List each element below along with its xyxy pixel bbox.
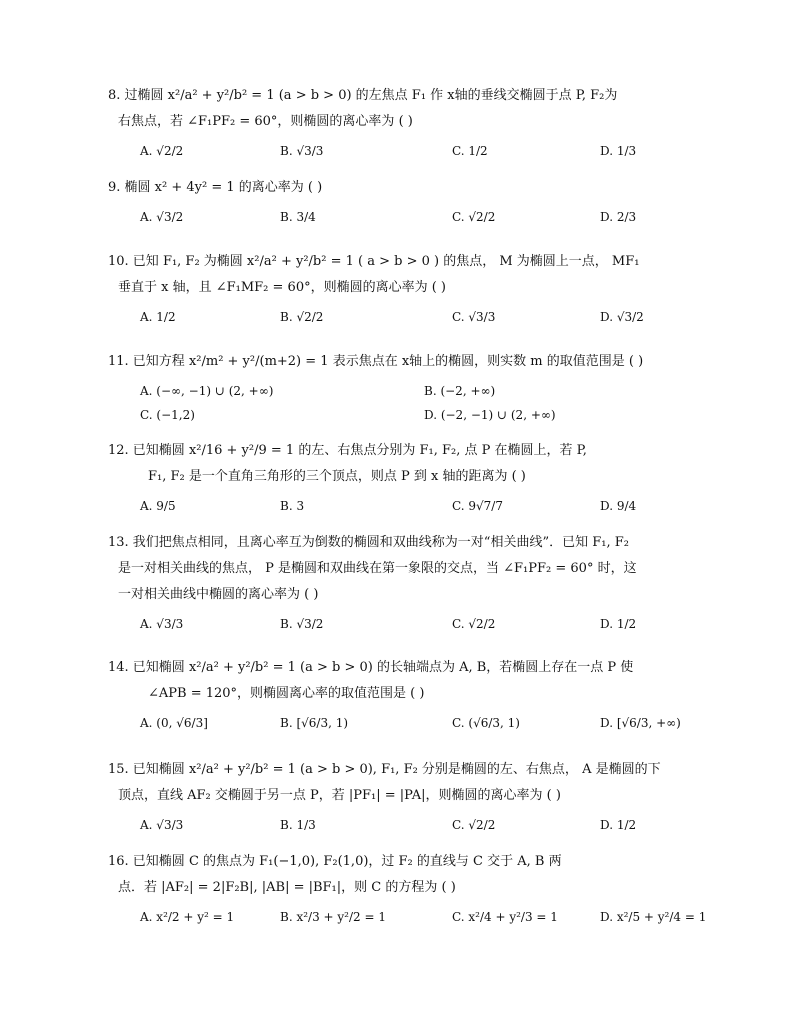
question-text-line: 15. 已知椭圆 x²/a² + y²/b² = 1 (a > b > 0), F₁, F₂ 分别是椭圆的左、右焦点， A 是椭圆的下 (108, 762, 661, 777)
question-text-line: 11. 已知方程 x²/m² + y²/(m+2) = 1 表示焦点在 x轴上的椭圆，则实数 m 的取值范围是 ( ) (108, 354, 644, 369)
answer-option-b[interactable]: B. √3/3 (280, 144, 324, 158)
answer-option-c[interactable]: C. 9√7/7 (452, 499, 503, 513)
answer-option-d[interactable]: D. 9/4 (600, 499, 637, 513)
question-text-line: 顶点，直线 AF₂ 交椭圆于另一点 P，若 |PF₁| = |PA|，则椭圆的离心率为 ( ) (118, 788, 561, 803)
answer-option-c[interactable]: C. x²/4 + y²/3 = 1 (452, 910, 558, 924)
question-text-line: 右焦点，若 ∠F₁PF₂ = 60°，则椭圆的离心率为 ( ) (118, 114, 413, 129)
answer-option-d[interactable]: D. 1/3 (600, 144, 637, 158)
answer-option-a[interactable]: A. √3/3 (140, 617, 184, 631)
answer-option-d[interactable]: D. 1/2 (600, 617, 637, 631)
answer-option-c[interactable]: C. 1/2 (452, 144, 488, 158)
question-text-line: 点．若 |AF₂| = 2|F₂B|, |AB| = |BF₁|，则 C 的方程为 ( ) (118, 880, 456, 895)
answer-option-a[interactable]: A. (0, √6/3] (140, 716, 208, 730)
answer-option-d[interactable]: D. x²/5 + y²/4 = 1 (600, 910, 707, 924)
answer-option-c[interactable]: C. √2/2 (452, 818, 496, 832)
question-text-line: ∠APB = 120°，则椭圆离心率的取值范围是 ( ) (148, 686, 425, 701)
answer-option-b[interactable]: B. [√6/3, 1) (280, 716, 349, 730)
answer-option-d[interactable]: D. √3/2 (600, 310, 644, 324)
question-text-line: F₁, F₂ 是一个直角三角形的三个顶点，则点 P 到 x 轴的距离为 ( ) (148, 469, 526, 484)
question-text-line: 16. 已知椭圆 C 的焦点为 F₁(−1,0), F₂(1,0)，过 F₂ 的直线与 C 交于 A, B 两 (108, 854, 562, 869)
answer-option-d[interactable]: D. (−2, −1) ∪ (2, +∞) (424, 408, 556, 422)
answer-option-a[interactable]: A. √3/3 (140, 818, 184, 832)
answer-option-c[interactable]: C. (√6/3, 1) (452, 716, 520, 730)
answer-option-b[interactable]: B. 3/4 (280, 210, 316, 224)
answer-option-b[interactable]: B. (−2, +∞) (424, 384, 496, 398)
answer-option-b[interactable]: B. x²/3 + y²/2 = 1 (280, 910, 386, 924)
question-text-line: 8. 过椭圆 x²/a² + y²/b² = 1 (a > b > 0) 的左焦点 F₁ 作 x轴的垂线交椭圆于点 P, F₂为 (108, 88, 618, 103)
answer-option-a[interactable]: A. √3/2 (140, 210, 184, 224)
answer-option-a[interactable]: A. 9/5 (140, 499, 176, 513)
answer-option-a[interactable]: A. 1/2 (140, 310, 176, 324)
question-text-line: 是一对相关曲线的焦点， P 是椭圆和双曲线在第一象限的交点，当 ∠F₁PF₂ = 60° 时，这 (118, 561, 637, 576)
answer-option-d[interactable]: D. [√6/3, +∞) (600, 716, 681, 730)
answer-option-c[interactable]: C. √2/2 (452, 617, 496, 631)
question-text-line: 垂直于 x 轴，且 ∠F₁MF₂ = 60°，则椭圆的离心率为 ( ) (118, 280, 447, 295)
answer-option-a[interactable]: A. √2/2 (140, 144, 184, 158)
answer-option-d[interactable]: D. 1/2 (600, 818, 637, 832)
question-text-line: 一对相关曲线中椭圆的离心率为 ( ) (118, 587, 319, 602)
answer-option-b[interactable]: B. √2/2 (280, 310, 324, 324)
question-text-line: 10. 已知 F₁, F₂ 为椭圆 x²/a² + y²/b² = 1 ( a > b > 0 ) 的焦点， M 为椭圆上一点， MF₁ (108, 254, 640, 269)
question-text-line: 13. 我们把焦点相同，且离心率互为倒数的椭圆和双曲线称为一对“相关曲线”．已知 F₁, F₂ (108, 535, 629, 550)
question-text-line: 12. 已知椭圆 x²/16 + y²/9 = 1 的左、右焦点分别为 F₁, F₂, 点 P 在椭圆上，若 P, (108, 443, 587, 458)
answer-option-b[interactable]: B. 3 (280, 499, 305, 513)
answer-option-c[interactable]: C. √3/3 (452, 310, 496, 324)
answer-option-b[interactable]: B. √3/2 (280, 617, 324, 631)
answer-option-a[interactable]: A. x²/2 + y² = 1 (140, 910, 235, 924)
answer-option-d[interactable]: D. 2/3 (600, 210, 637, 224)
answer-option-a[interactable]: A. (−∞, −1) ∪ (2, +∞) (140, 384, 274, 398)
question-text-line: 14. 已知椭圆 x²/a² + y²/b² = 1 (a > b > 0) 的长轴端点为 A, B，若椭圆上存在一点 P 使 (108, 660, 634, 675)
answer-option-b[interactable]: B. 1/3 (280, 818, 316, 832)
question-text-line: 9. 椭圆 x² + 4y² = 1 的离心率为 ( ) (108, 180, 323, 195)
answer-option-c[interactable]: C. √2/2 (452, 210, 496, 224)
answer-option-c[interactable]: C. (−1,2) (140, 408, 195, 422)
